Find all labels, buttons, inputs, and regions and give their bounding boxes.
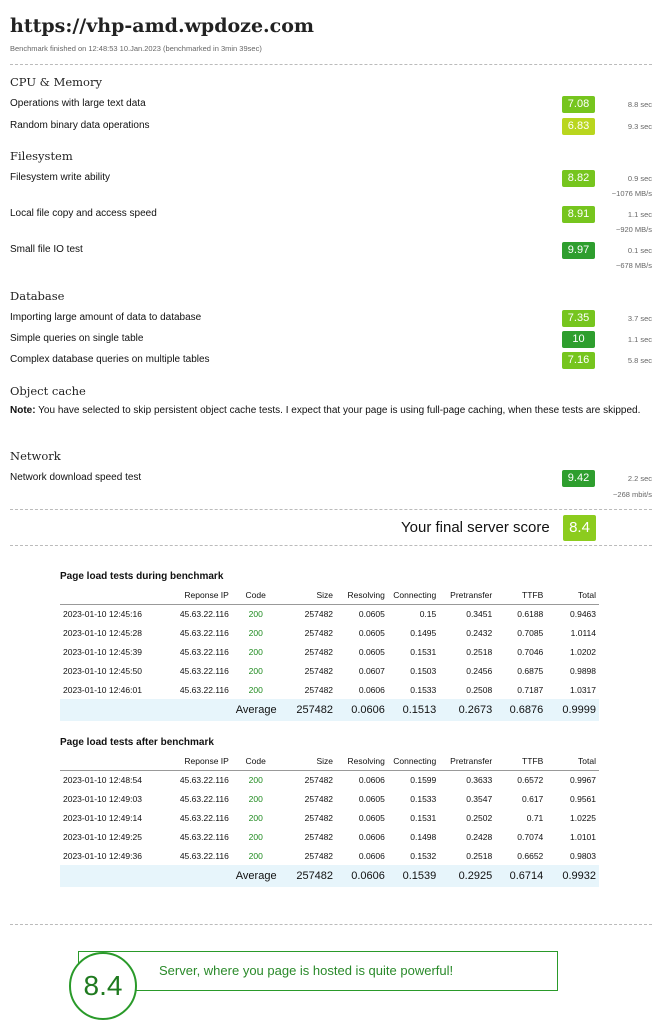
table-cell: 0.0606 — [358, 831, 385, 842]
average-spacer — [60, 699, 232, 721]
rate-value: ~268 mbit/s — [613, 490, 652, 499]
table-cell: 0.2502 — [466, 812, 493, 823]
section-title-filesystem: Filesystem — [10, 149, 73, 163]
table-cell: 257482 — [304, 646, 334, 657]
col-header-connecting: Connecting — [388, 754, 439, 771]
table-cell: 0.9967 — [570, 775, 596, 786]
table-cell: 0.9561 — [570, 794, 596, 805]
table-cell: 257482 — [304, 812, 334, 823]
score-badge: 7.16 — [562, 352, 595, 369]
score-badge: 8.82 — [562, 170, 595, 187]
score-badge: 10 — [562, 331, 595, 348]
rate-value: ~920 MB/s — [615, 225, 652, 234]
score-badge: 8.91 — [562, 206, 595, 223]
rate-value: ~1076 MB/s — [611, 189, 652, 198]
table-cell: 0.617 — [522, 794, 544, 805]
row-label: Local file copy and access speed — [10, 208, 157, 219]
table-cell: 0.15 — [419, 609, 437, 620]
average-row — [60, 699, 599, 721]
table-cell: 0.7187 — [517, 684, 544, 695]
verdict-banner — [78, 951, 558, 991]
table-cell: 0.0606 — [358, 775, 385, 786]
table-cell: 0.0605 — [358, 646, 385, 657]
col-header-size: Size — [280, 588, 336, 605]
table-cell: 200 — [248, 609, 263, 620]
table-cell: 45.63.22.116 — [179, 628, 229, 639]
table-cell: 0.1531 — [410, 812, 437, 823]
row-label: Importing large amount of data to database — [10, 312, 202, 323]
average-cell: 0.9932 — [546, 865, 599, 887]
col-header-code: Code — [232, 754, 280, 771]
time-value: 0.9 sec — [627, 174, 652, 183]
table-cell: 45.63.22.116 — [179, 850, 229, 861]
table-cell: 257482 — [304, 794, 334, 805]
page-title: https://vhp-amd.wpdoze.com — [10, 15, 315, 37]
col-header-ttfb: TTFB — [495, 754, 546, 771]
table-cell: 0.0605 — [358, 628, 385, 639]
table-cell: 0.9463 — [570, 609, 596, 620]
time-value: 1.1 sec — [627, 335, 652, 344]
table-cell: 0.0606 — [358, 684, 385, 695]
table-cell: 0.1533 — [410, 794, 437, 805]
time-value: 1.1 sec — [627, 210, 652, 219]
table-cell: 0.6572 — [517, 775, 544, 786]
table-cell: 45.63.22.116 — [179, 775, 229, 786]
col-header-total: Total — [546, 754, 599, 771]
score-circle: 8.4 — [69, 952, 137, 1020]
table-cell: 0.0607 — [358, 665, 385, 676]
row-label: Network download speed test — [10, 472, 142, 483]
table-row — [60, 680, 599, 699]
rate-value: ~678 MB/s — [615, 261, 652, 270]
cache-note — [10, 403, 650, 419]
table-cell: 0.0605 — [358, 794, 385, 805]
time-value: 9.3 sec — [627, 122, 652, 131]
table-cell: 1.0225 — [570, 812, 596, 823]
table-cell: 257482 — [304, 609, 334, 620]
table-cell: 257482 — [304, 775, 334, 786]
benchmark-info: Benchmark finished on 12:48:53 10.Jan.2023 (benchmarked in 3min 39sec) — [10, 44, 262, 53]
table-cell: 0.6652 — [517, 850, 544, 861]
col-header-size: Size — [280, 754, 336, 771]
table-cell: 0.1495 — [410, 628, 437, 639]
table-cell: 0.2518 — [466, 850, 493, 861]
average-label: Average — [232, 699, 280, 721]
average-cell: 0.1539 — [388, 865, 439, 887]
table-cell: 45.63.22.116 — [179, 646, 229, 657]
table-cell: 200 — [248, 850, 263, 861]
table-row — [60, 624, 599, 643]
average-cell: 0.2925 — [439, 865, 495, 887]
table-cell: 200 — [248, 812, 263, 823]
page-load-table-during — [60, 571, 599, 721]
col-header-ttfb: TTFB — [495, 588, 546, 605]
table-cell: 2023-01-10 12:46:01 — [63, 684, 142, 695]
table-cell: 200 — [248, 628, 263, 639]
table-cell: 2023-01-10 12:49:14 — [63, 812, 142, 823]
score-badge: 6.83 — [562, 118, 595, 135]
col-header-ip: Reponse IP — [162, 754, 232, 771]
table-cell: 45.63.22.116 — [179, 609, 229, 620]
section-title-cpu: CPU & Memory — [10, 75, 102, 89]
table-cell: 2023-01-10 12:45:16 — [63, 609, 142, 620]
score-badge: 7.35 — [562, 310, 595, 327]
table-cell: 0.6875 — [517, 665, 544, 676]
col-header-date — [60, 754, 162, 771]
divider — [10, 545, 652, 546]
table-cell: 0.1533 — [410, 684, 437, 695]
table-cell: 2023-01-10 12:49:25 — [63, 831, 142, 842]
divider — [10, 924, 652, 925]
table-cell: 45.63.22.116 — [179, 794, 229, 805]
table-cell: 2023-01-10 12:49:36 — [63, 850, 142, 861]
table-cell: 0.9803 — [570, 850, 596, 861]
table-title: Page load tests during benchmark — [60, 571, 224, 582]
table-cell: 200 — [248, 794, 263, 805]
table-cell: 0.71 — [526, 812, 544, 823]
col-header-date — [60, 588, 162, 605]
note-text: You have selected to skip persistent object cache tests. I expect that your page is using full-page caching, when these tests are skipped. — [35, 405, 641, 416]
final-score-badge: 8.4 — [563, 515, 596, 541]
row-label: Complex database queries on multiple tables — [10, 354, 210, 365]
table-cell: 0.7046 — [517, 646, 544, 657]
table-row — [60, 771, 599, 790]
table-cell: 0.1531 — [410, 646, 437, 657]
table-row — [60, 846, 599, 865]
table-cell: 45.63.22.116 — [179, 684, 229, 695]
average-label: Average — [232, 865, 280, 887]
table-cell: 200 — [248, 665, 263, 676]
average-cell: 0.0606 — [336, 865, 388, 887]
table-cell: 0.9898 — [570, 665, 596, 676]
table-title: Page load tests after benchmark — [60, 737, 214, 748]
table-cell: 0.1599 — [410, 775, 437, 786]
table-cell: 2023-01-10 12:45:28 — [63, 628, 142, 639]
table-row — [60, 661, 599, 680]
section-title-object-cache: Object cache — [10, 384, 86, 398]
section-title-database: Database — [10, 289, 65, 303]
table-cell: 200 — [248, 831, 263, 842]
time-value: 3.7 sec — [627, 314, 652, 323]
col-header-connecting: Connecting — [388, 588, 439, 605]
average-cell: 0.2673 — [439, 699, 495, 721]
table-cell: 200 — [248, 684, 263, 695]
table-row — [60, 809, 599, 828]
table-cell: 257482 — [304, 628, 334, 639]
time-value: 0.1 sec — [627, 246, 652, 255]
table-cell: 257482 — [304, 665, 334, 676]
table-cell: 200 — [248, 646, 263, 657]
final-score-label: Your final server score — [401, 519, 550, 536]
time-value: 2.2 sec — [627, 474, 652, 483]
col-header-resolving: Resolving — [336, 754, 388, 771]
col-header-ip: Reponse IP — [162, 588, 232, 605]
table-cell: 257482 — [304, 684, 334, 695]
table-header-row — [60, 588, 599, 605]
table-cell: 2023-01-10 12:45:50 — [63, 665, 142, 676]
table-cell: 0.1498 — [410, 831, 437, 842]
score-badge: 7.08 — [562, 96, 595, 113]
col-header-pretransfer: Pretransfer — [439, 754, 495, 771]
divider — [10, 509, 652, 510]
divider — [10, 64, 652, 65]
table-cell: 0.0605 — [358, 609, 385, 620]
table-cell: 0.1532 — [410, 850, 437, 861]
score-badge: 9.42 — [562, 470, 595, 487]
table-cell: 1.0202 — [570, 646, 596, 657]
average-cell: 0.0606 — [336, 699, 388, 721]
table-cell: 2023-01-10 12:48:54 — [63, 775, 142, 786]
score-badge: 9.97 — [562, 242, 595, 259]
table-cell: 0.2428 — [466, 831, 493, 842]
table-row — [60, 790, 599, 809]
average-cell: 257482 — [280, 865, 336, 887]
note-label: Note: — [10, 405, 36, 416]
table-cell: 0.3547 — [466, 794, 493, 805]
table-cell: 45.63.22.116 — [179, 665, 229, 676]
row-label: Filesystem write ability — [10, 172, 111, 183]
table-cell: 0.1503 — [410, 665, 437, 676]
table-cell: 0.2508 — [466, 684, 493, 695]
row-label: Operations with large text data — [10, 98, 146, 109]
table-cell: 2023-01-10 12:49:03 — [63, 794, 142, 805]
average-cell: 0.1513 — [388, 699, 439, 721]
table-cell: 45.63.22.116 — [179, 831, 229, 842]
table-header-row — [60, 754, 599, 771]
table-row — [60, 827, 599, 846]
average-row — [60, 865, 599, 887]
average-spacer — [60, 865, 232, 887]
average-cell: 257482 — [280, 699, 336, 721]
table-cell: 0.2432 — [466, 628, 493, 639]
table-cell: 257482 — [304, 850, 334, 861]
table-cell: 257482 — [304, 831, 334, 842]
table-cell: 45.63.22.116 — [179, 812, 229, 823]
table-cell: 1.0317 — [570, 684, 596, 695]
table-cell: 0.3451 — [466, 609, 493, 620]
table-row — [60, 643, 599, 662]
table-cell: 0.3633 — [466, 775, 493, 786]
section-title-network: Network — [10, 449, 61, 463]
table-cell: 0.7074 — [517, 831, 544, 842]
table-cell: 200 — [248, 775, 263, 786]
col-header-total: Total — [546, 588, 599, 605]
table-cell: 1.0114 — [570, 628, 596, 639]
col-header-resolving: Resolving — [336, 588, 388, 605]
row-label: Simple queries on single table — [10, 333, 144, 344]
table-cell: 1.0101 — [570, 831, 596, 842]
table-cell: 2023-01-10 12:45:39 — [63, 646, 142, 657]
table-cell: 0.0605 — [358, 812, 385, 823]
table-row — [60, 605, 599, 624]
verdict-text: Server, where you page is hosted is quite powerful! — [159, 963, 454, 978]
time-value: 8.8 sec — [627, 100, 652, 109]
col-header-pretransfer: Pretransfer — [439, 588, 495, 605]
average-cell: 0.6714 — [495, 865, 546, 887]
row-label: Random binary data operations — [10, 120, 150, 131]
table-cell: 0.7085 — [517, 628, 544, 639]
table-cell: 0.2518 — [466, 646, 493, 657]
page-load-table-after — [60, 737, 599, 887]
time-value: 5.8 sec — [627, 356, 652, 365]
average-cell: 0.6876 — [495, 699, 546, 721]
table-cell: 0.6188 — [517, 609, 544, 620]
average-cell: 0.9999 — [546, 699, 599, 721]
row-label: Small file IO test — [10, 244, 83, 255]
col-header-code: Code — [232, 588, 280, 605]
table-cell: 0.2456 — [466, 665, 493, 676]
table-cell: 0.0606 — [358, 850, 385, 861]
